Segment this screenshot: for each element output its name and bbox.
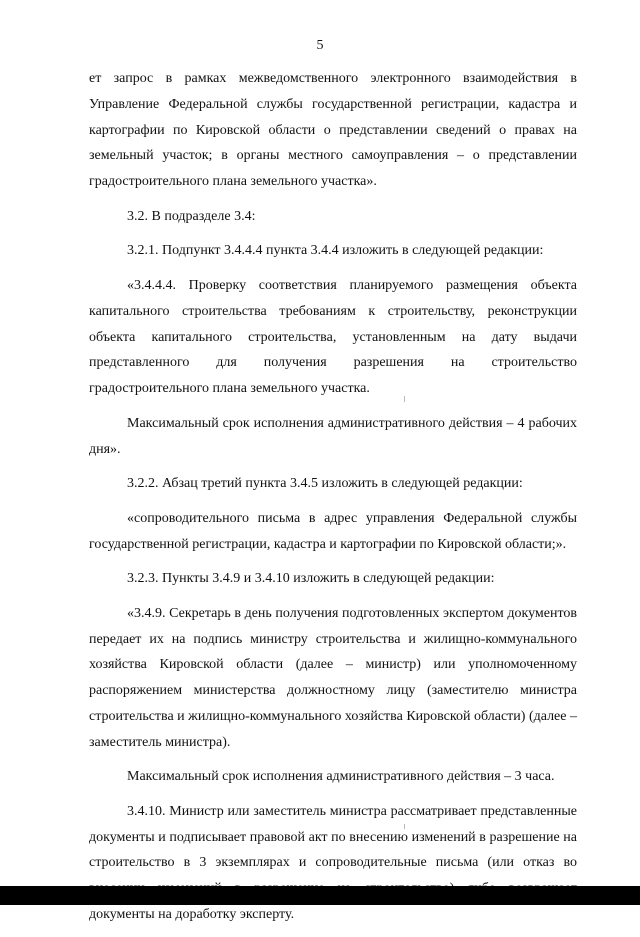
paragraph-deadline-3-hours: Максимальный срок исполнения административного действия – 3 часа. [127,769,555,785]
paragraph-section-3-2: 3.2. В подразделе 3.4: [127,208,256,224]
paragraph-3-4-9: «3.4.9. Секретарь в день получения подготовленных экспертом документов передает их на подпись министру строительства и жилищно-коммунального хозяйства Кировской области (далее – министр) или уполномоченному распоряжением министерства должностному лицу (заместителю министра строительства и жилищно-коммунального хозяйства Кировской области) (далее – заместитель министра). [89,605,577,750]
document-body [89,66,577,937]
page-number: 5 [316,38,324,53]
paragraph-3-2-1: 3.2.1. Подпункт 3.4.4.4 пункта 3.4.4 изложить в следующей редакции: [127,243,544,259]
paragraph-3-2-3: 3.2.3. Пункты 3.4.9 и 3.4.10 изложить в следующей редакции: [127,571,495,587]
paragraph-deadline-4-days: Максимальный срок исполнения административного действия – 4 рабочих дня». [89,415,577,457]
scan-border-bar [0,886,640,905]
paragraph-cover-letter: «сопроводительного письма в адрес управления Федеральной службы государственной регистрации, кадастра и картографии по Кировской области;». [89,510,577,552]
paragraph-3-4-4-4: «3.4.4.4. Проверку соответствия планируемого размещения объекта капитального строительства требованиям к строительству, реконструкции объекта капитального строительства, установленным на дату выдачи представленного для получения разрешения на строительство градостроительного плана земельного участка. [89,277,577,397]
paragraph-3-2-2: 3.2.2. Абзац третий пункта 3.4.5 изложить в следующей редакции: [127,476,523,492]
paragraph-continuation: ет запрос в рамках межведомственного электронного взаимодействия в Управление Федеральной службы государственной регистрации, кадастра и картографии по Кировской области о представлении сведений о правах на земельный участок; в органы местного самоуправления – о представлении градостроительного плана земельного участка». [89,71,577,190]
paragraph-3-4-10: 3.4.10. Министр или заместитель министра рассматривает представленные документы и подписывает правовой акт по внесению изменений в разрешение на строительство в 3 экземплярах и сопроводительные письма (или отказ во документы на доработку эксперту. [89,803,577,923]
scan-artifact [404,824,405,829]
scan-artifact [404,396,405,402]
